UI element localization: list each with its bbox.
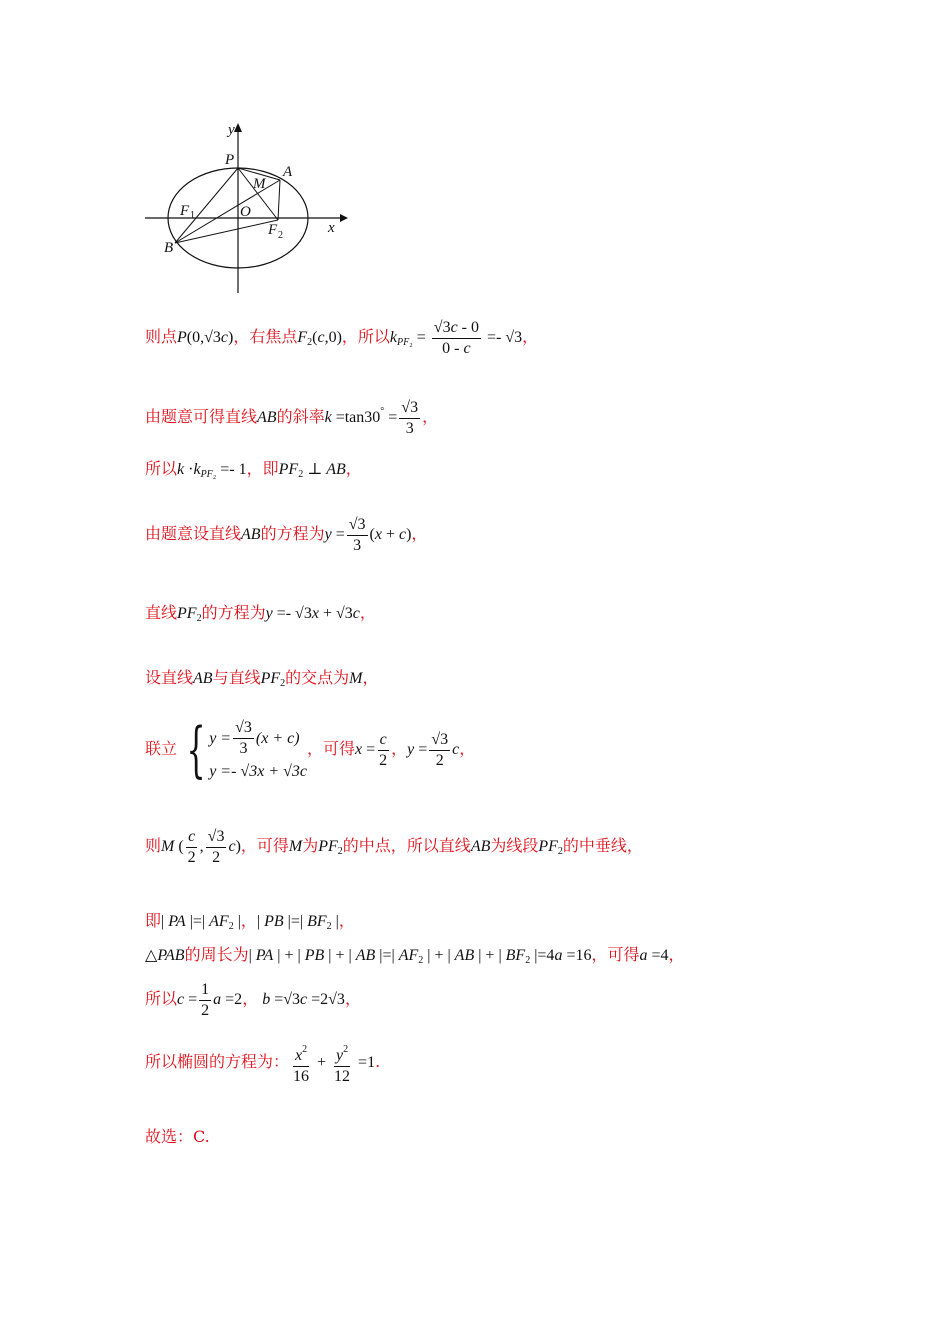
text: ， — [359, 603, 376, 622]
text: 即 — [145, 911, 162, 930]
text: 联立 — [145, 739, 178, 758]
text: 直线 — [145, 603, 178, 622]
text: ， — [459, 739, 476, 758]
text: 为线段 — [490, 836, 539, 856]
system-row-2: y =- √3x + √3c — [209, 763, 307, 780]
solution-line-3 — [145, 456, 362, 480]
math-perimeter: | PA | + | PB | + | AB |=| $AF_2$ | + | AB | + | $BF_2$ |=4a =16 — [248, 947, 592, 966]
math-perp: $PF_2$ ⊥ AB — [278, 461, 346, 480]
segment-AF2 — [278, 180, 280, 220]
solution-line-12 — [145, 1040, 380, 1087]
text: ，可得 — [307, 739, 356, 758]
y-axis-arrow — [234, 123, 242, 132]
label-B: B — [164, 240, 174, 256]
ellipse-diagram — [140, 118, 350, 298]
math-slope-PF2: $k_{PF_2}$ = $\frac{√3c - 0}{0 - c}$ =- √3 — [389, 319, 523, 357]
text: ， — [522, 327, 539, 347]
math-M-coords: M ( $\frac{c}{2}$ , $\frac{√3}{2}$ c) — [161, 828, 241, 866]
text: ， — [344, 989, 361, 1009]
math-PB-eq: | PB |=| $BF_2$ | — [256, 913, 339, 932]
solution-line-10 — [145, 942, 685, 966]
text: 所以 — [145, 459, 178, 478]
math-triangle-PAB: △PAB — [145, 947, 185, 964]
math-F2: $F_2(c,0)$ — [297, 329, 342, 349]
text: ， — [422, 407, 439, 427]
x-axis-arrow — [340, 214, 348, 222]
solution-line-9 — [145, 908, 355, 932]
system-row-1: y = $\frac{√3}{3}$ (x + c) — [209, 719, 300, 757]
text: 的斜率 — [276, 407, 325, 427]
math-x-value: x = $\frac{c}{2}$ — [355, 730, 388, 769]
math-PF2: $PF_2$ — [318, 838, 343, 858]
text: ，所以 — [341, 327, 390, 347]
text: . — [375, 1052, 381, 1072]
math-P: P(0,√3c) — [177, 329, 234, 347]
label-F2: F — [268, 222, 278, 238]
math-line-PF2: y =- √3x + √3c — [265, 605, 360, 622]
solution-line-5 — [145, 600, 376, 624]
label-F1: F — [180, 203, 190, 219]
text: ，右焦点 — [233, 327, 298, 347]
math-product: $k \cdot k_{PF_2} =- 1$ — [177, 461, 247, 480]
math-AB: AB — [193, 670, 213, 687]
label-F2-sub: 2 — [278, 230, 283, 241]
text: 设直线 — [145, 668, 194, 687]
text: 由题意设直线 — [145, 524, 242, 544]
text: 的方程为 — [201, 603, 266, 622]
math-M: M — [349, 670, 363, 687]
label-O: O — [240, 204, 251, 220]
text: 所以 — [145, 989, 178, 1009]
math-PF2: $PF_2$ — [260, 670, 286, 689]
text: 的中垂线， — [562, 836, 643, 856]
math-line-AB: y = $\frac{√3}{3}$ (x + c) — [324, 516, 412, 554]
ellipse-figure — [140, 118, 350, 298]
text: ，可得 — [240, 836, 289, 856]
text: 则点 — [145, 327, 178, 347]
text: 为 — [302, 836, 319, 856]
text: 所以椭圆的方程为： — [145, 1052, 290, 1072]
text: 的中点，所以直线 — [342, 836, 471, 856]
math-y-value: y = $\frac{√3}{2}$ c — [407, 730, 460, 769]
math-PF2: $PF_2$ — [177, 605, 202, 624]
text: ， — [345, 459, 362, 478]
label-A: A — [283, 164, 293, 180]
math-b-value: b =√3c =2√3 — [262, 991, 345, 1009]
math-M: M — [288, 838, 303, 856]
text: ，即 — [246, 459, 279, 478]
label-x: x — [328, 220, 335, 236]
solution-line-1 — [145, 318, 538, 359]
math-AB: AB — [470, 838, 491, 856]
text: 的周长为 — [184, 945, 249, 964]
math-AB: AB — [257, 409, 277, 427]
answer-line: 故选：C. — [145, 1127, 210, 1146]
math-k-tan30: k =tan30° = $\frac{√3}{3}$ — [324, 399, 419, 437]
text: ， — [242, 989, 259, 1009]
label-M: M — [253, 176, 266, 192]
text: ， — [391, 739, 408, 758]
text: 的交点为 — [285, 668, 350, 687]
math-c-value: c = $\frac{1}{2}$ a =2 — [177, 981, 243, 1019]
text: 由题意可得直线 — [145, 407, 258, 427]
text: 与直线 — [212, 668, 261, 687]
label-F1-sub: 1 — [190, 210, 195, 221]
math-PF2: $PF_2$ — [538, 838, 563, 858]
solution-line-7 — [145, 714, 476, 785]
text: ，可得 — [591, 945, 640, 964]
label-P: P — [225, 152, 235, 168]
math-ellipse-equation: $\frac{x^2}{16}$ + $\frac{y^2}{12}$ =1 — [289, 1054, 375, 1071]
math-AB: AB — [241, 526, 261, 544]
equation-system: { y = $\frac{√3}{3}$ (x + c) y =- √3x + √3c — [186, 714, 307, 785]
text: ， — [362, 668, 379, 687]
solution-line-2 — [145, 398, 438, 439]
text: 则 — [145, 836, 162, 856]
segment-BF2 — [175, 220, 278, 243]
text: ， — [338, 911, 355, 930]
label-y: y — [228, 122, 235, 138]
solution-line-8 — [145, 827, 643, 868]
math-PA-eq: | PA |=| $AF_2$ | — [161, 913, 241, 932]
solution-line-11 — [145, 980, 361, 1021]
solution-line-6 — [145, 665, 378, 689]
solution-line-4 — [145, 515, 427, 556]
text: ， — [411, 524, 428, 544]
text: ， — [668, 945, 685, 964]
text: 的方程为 — [260, 524, 325, 544]
math-a-value: a =4 — [639, 947, 669, 964]
text: ， — [240, 911, 257, 930]
